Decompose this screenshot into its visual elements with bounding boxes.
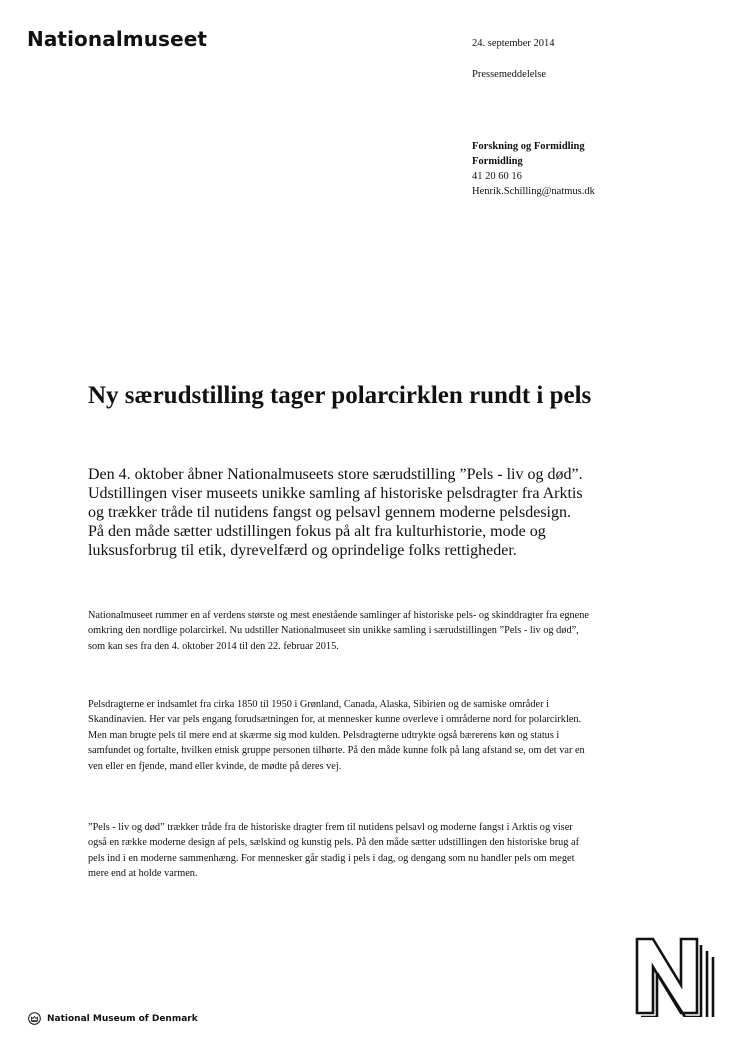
crown-seal-icon — [28, 1012, 41, 1025]
lead-paragraph: Den 4. oktober åbner Nationalmuseets store særudstilling ”Pels - liv og død”. Udstillingen viser museets unikke samling af historiske pelsdragter fra Arktis og trækker tråde til nutidens fangst og pelsavl gennem moderne pelsdesign. På den måde sætter udstillingen fokus på alt fra kulturhistorie, mode og luksusforbrug til etik, dyrevelfærd og oprindelige folks rettigheder. — [88, 466, 583, 559]
contact-block — [472, 139, 595, 199]
footer — [28, 1012, 198, 1025]
body-paragraph-1: Nationalmuseet rummer en af verdens største og mest enestående samlinger af historiske pels- og skinddragter fra egnene omkring den nordlige polarcirkel. Nu udstiller Nationalmuseet sin unikke samling i særudstillingen ”Pels - liv og død”, som kan ses fra den 4. oktober 2014 til den 22. februar 2015. — [88, 610, 589, 652]
footer-org-name: National Museum of Denmark — [47, 1013, 198, 1024]
contact-department: Forskning og Formidling — [472, 141, 585, 152]
contact-phone: 41 20 60 16 — [472, 171, 522, 182]
museum-logo-text: Nationalmuseet — [27, 27, 208, 51]
body-paragraph-2: Pelsdragterne er indsamlet fra cirka 1850 til 1950 i Grønland, Canada, Alaska, Sibirien og de samiske områder i Skandinavien. Her var pels engang forudsætningen for, at mennesker kunne overleve i områderne nord for polarcirklen. Men man brugte pels til mere end at skærme sig mod kulden. Pelsdragterne udtrykte også bærerens køn og status i samfundet og fortalte, hvilken etnisk gruppe personen tilhørte. På den måde kunne folk på lang afstand se, om det var en ven eller en fjende, mand eller kvinde, de mødte på deres vej. — [88, 699, 585, 772]
n-logo-icon — [635, 937, 717, 1017]
release-date: 24. september 2014 — [472, 38, 555, 49]
document-type: Pressemeddelelse — [472, 69, 547, 80]
contact-email[interactable]: Henrik.Schilling@natmus.dk — [472, 186, 595, 197]
body-paragraph-3: ”Pels - liv og død” trækker tråde fra de historiske dragter frem til nutidens pelsavl og moderne fangst i Arktis og viser også en række moderne design af pels, sælskind og kunstig pels. På den måde sætter udstillingen den historiske brug af pels ind i en moderne sammenhæng. For mennesker går stadig i pels i dag, og dengang som nu handler pels om meget mere end at holde varmen. — [88, 822, 580, 880]
contact-unit: Formidling — [472, 156, 523, 167]
headline: Ny særudstilling tager polarcirklen rundt i pels — [88, 382, 592, 409]
